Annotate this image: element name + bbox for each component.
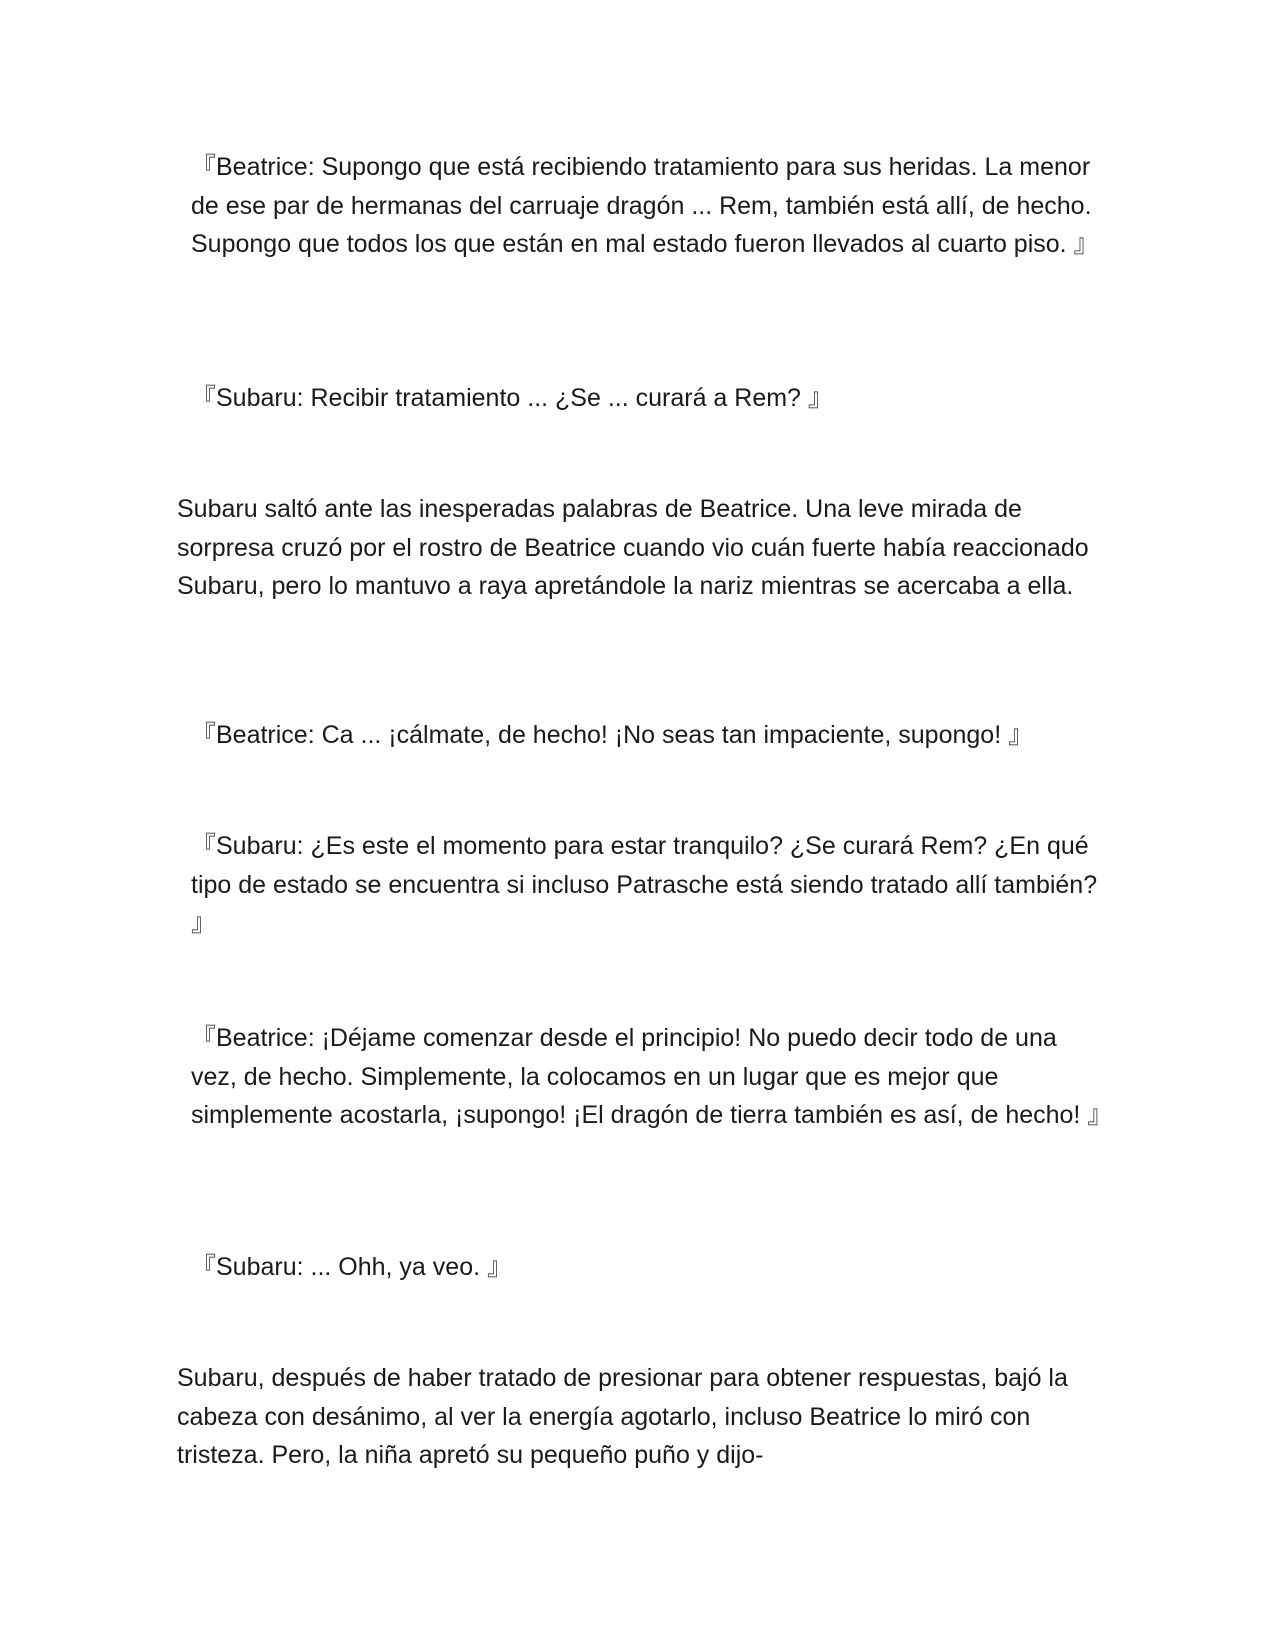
dialogue-beatrice-treatment: 『Beatrice: Supongo que está recibiendo tratamiento para sus heridas. La menor de ese par de hermanas del carruaje dragón ... Rem, también está allí, de hecho. Supongo que todos los que están en mal estado fueron llevados al cuarto piso. 』 bbox=[191, 153, 1099, 258]
narration-subaru-reaction: Subaru saltó ante las inesperadas palabras de Beatrice. Una leve mirada de sorpresa cruzó por el rostro de Beatrice cuando vio cuán fuerte había reaccionado Subaru, pero lo mantuvo a raya apretándole la nariz mientras se acercaba a ella. bbox=[177, 495, 1089, 600]
dialogue-subaru-impatient: 『Subaru: ¿Es este el momento para estar tranquilo? ¿Se curará Rem? ¿En qué tipo de estado se encuentra si incluso Patrasche está siendo tratado allí también? 』 bbox=[191, 832, 1098, 937]
dialogue-beatrice-calm: 『Beatrice: Ca ... ¡cálmate, de hecho! ¡No seas tan impaciente, supongo! 』 bbox=[191, 721, 1034, 749]
narration-subaru-dejected: Subaru, después de haber tratado de presionar para obtener respuestas, bajó la cabeza con desánimo, al ver la energía agotarlo, incluso Beatrice lo miró con tristeza. Pero, la niña apretó su pequeño puño y dijo- bbox=[177, 1364, 1068, 1469]
dialogue-beatrice-explain: 『Beatrice: ¡Déjame comenzar desde el principio! No puedo decir todo de una vez, de hecho. Simplemente, la colocamos en un lugar que es mejor que simplemente acostarla, ¡supongo! ¡El dragón de tierra también es así, de hecho! 』 bbox=[191, 1024, 1113, 1129]
dialogue-subaru-question: 『Subaru: Recibir tratamiento ... ¿Se ... curará a Rem? 』 bbox=[191, 384, 833, 412]
dialogue-subaru-understand: 『Subaru: ... Ohh, ya veo. 』 bbox=[191, 1253, 512, 1281]
